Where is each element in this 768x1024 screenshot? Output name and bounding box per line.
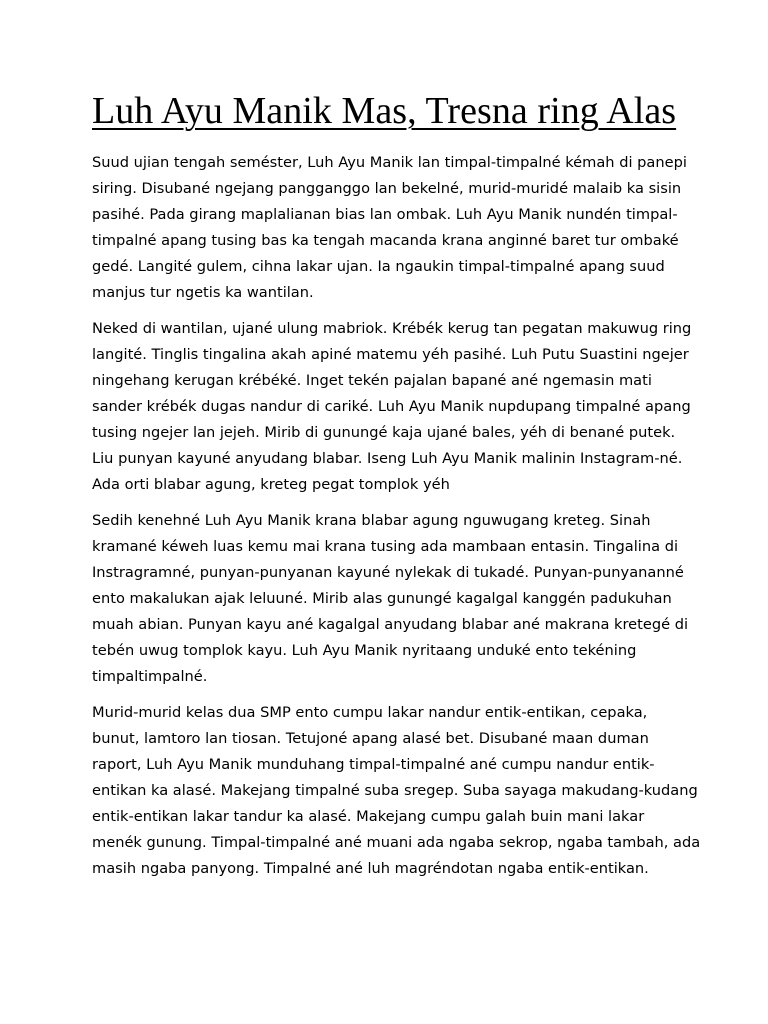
text-line: langité. Tinglis tingalina akah apiné matemu yéh pasihé. Luh Putu Suastini ngejer [92, 346, 689, 363]
text-line: Murid-murid kelas dua SMP ento cumpu lakar nandur entik-entikan, cepaka, [92, 704, 648, 721]
text-line: Liu punyan kayuné anyudang blabar. Iseng Luh Ayu Manik malinin Instagram-né. [92, 450, 683, 467]
text-line: sander krébék dugas nandur di cariké. Luh Ayu Manik nupdupang timpalné apang [92, 398, 691, 415]
text-line: tebén uwug tomplok kayu. Luh Ayu Manik nyritaang unduké ento tekéning [92, 642, 637, 659]
paragraph-4 [92, 700, 701, 882]
text-line: timpaltimpalné. [92, 668, 208, 685]
text-line: siring. Disubané ngejang pangganggo lan bekelné, murid-muridé malaib ka sisin [92, 180, 682, 197]
text-line: Ada orti blabar agung, kreteg pegat tomplok yéh [92, 476, 450, 493]
text-line: Sedih kenehné Luh Ayu Manik krana blabar agung nguwugang kreteg. Sinah [92, 512, 651, 529]
text-line: tusing ngejer lan jejeh. Mirib di gunungé kaja ujané bales, yéh di benané putek. [92, 424, 676, 441]
text-line: masih ngaba panyong. Timpalné ané luh magréndotan ngaba entik-entikan. [92, 860, 649, 877]
text-line: raport, Luh Ayu Manik munduhang timpal-timpalné ané cumpu nandur entik- [92, 756, 655, 773]
text-line: ningehang kerugan krébéké. Inget tekén pajalan bapané ané ngemasin mati [92, 372, 652, 389]
text-line: menék gunung. Timpal-timpalné ané muani ada ngaba sekrop, ngaba tambah, ada [92, 834, 701, 851]
text-line: ento makalukan ajak leluuné. Mirib alas gunungé kagalgal kanggén padukuhan [92, 590, 672, 607]
text-line: Instragramné, punyan-punyanan kayuné nylekak di tukadé. Punyan-punyananné [92, 564, 684, 581]
document-body [92, 150, 701, 882]
text-line: bunut, lamtoro lan tiosan. Tetujoné apang alasé bet. Disubané maan duman [92, 730, 649, 747]
text-line: Suud ujian tengah seméster, Luh Ayu Manik lan timpal-timpalné kémah di panepi [92, 154, 687, 171]
text-line: kramané kéweh luas kemu mai krana tusing ada mambaan entasin. Tingalina di [92, 538, 679, 555]
text-line: entik-entikan lakar tandur ka alasé. Makejang cumpu galah buin mani lakar [92, 808, 645, 825]
paragraph-1 [92, 150, 692, 306]
text-line: gedé. Langité gulem, cihna lakar ujan. Ia ngaukin timpal-timpalné apang suud [92, 258, 665, 275]
document-title: Luh Ayu Manik Mas, Tresna ring Alas [92, 90, 677, 132]
text-line: timpalné apang tusing bas ka tengah macanda krana anginné baret tur ombaké [92, 232, 679, 249]
text-line: manjus tur ngetis ka wantilan. [92, 284, 314, 301]
paragraph-3 [92, 508, 692, 690]
text-line: muah abian. Punyan kayu ané kagalgal anyudang blabar ané makrana kretegé di [92, 616, 689, 633]
text-line: Neked di wantilan, ujané ulung mabriok. Krébék kerug tan pegatan makuwug ring [92, 320, 692, 337]
text-line: pasihé. Pada girang maplalianan bias lan ombak. Luh Ayu Manik nundén timpal- [92, 206, 678, 223]
paragraph-2 [92, 316, 692, 498]
text-line: entikan ka alasé. Makejang timpalné suba sregep. Suba sayaga makudang-kudang [92, 782, 698, 799]
